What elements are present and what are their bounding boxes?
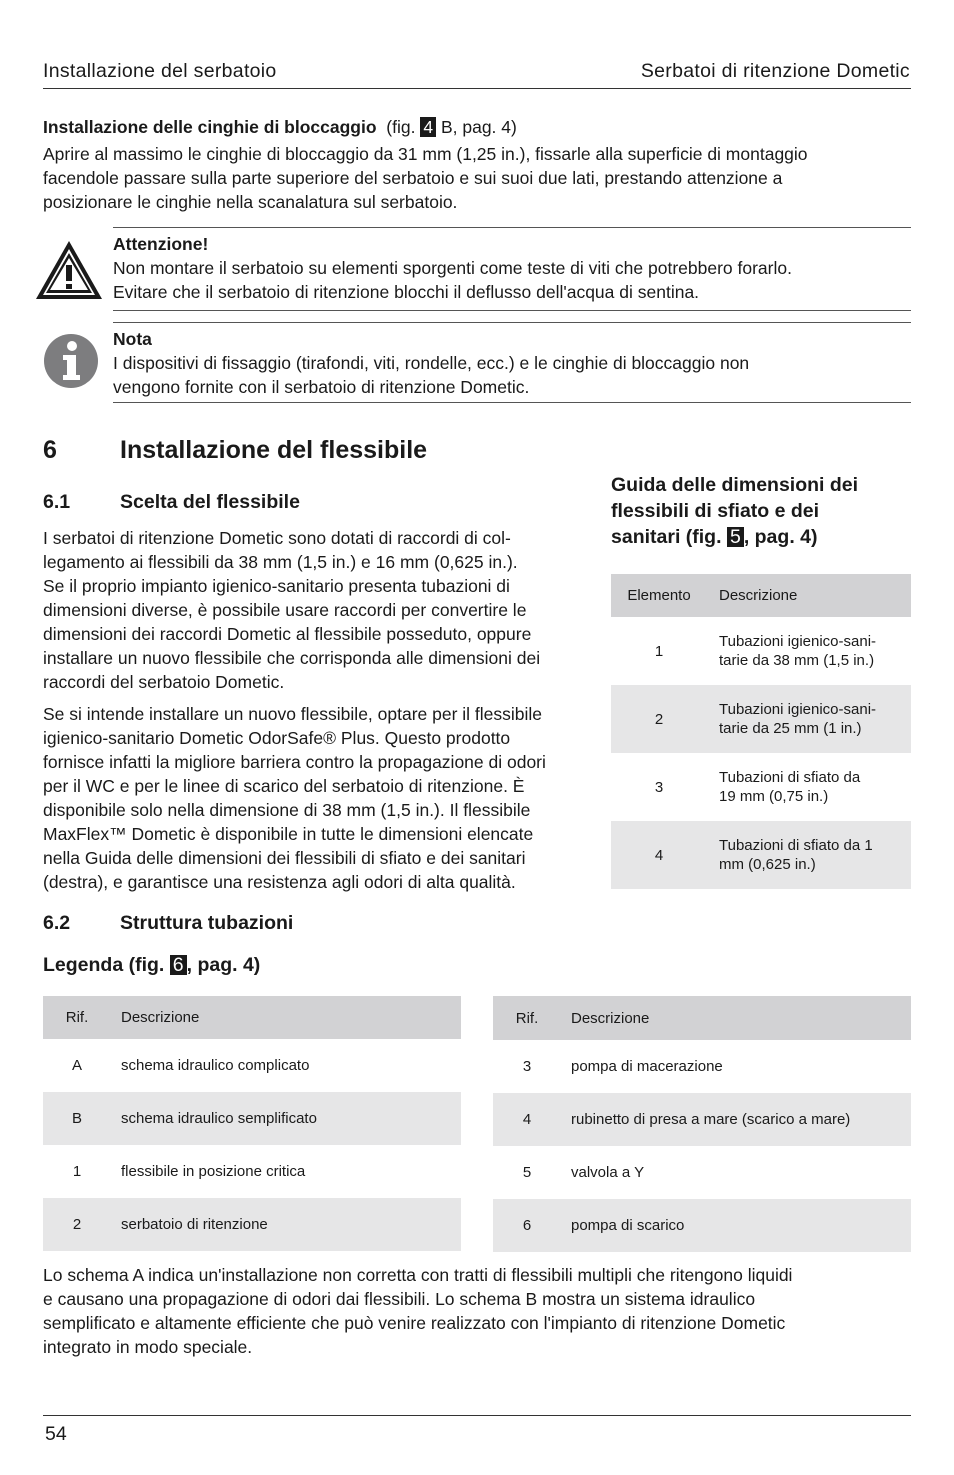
legend-col-desc: Descrizione bbox=[571, 1009, 650, 1027]
closing-line: Lo schema A indica un'installazione non corretta con tratti di flessibili multipli che ritengono liquidi bbox=[43, 1265, 793, 1285]
section-6-1-para2 bbox=[43, 702, 603, 894]
guide-desc bbox=[707, 821, 911, 889]
page-number: 54 bbox=[45, 1423, 67, 1445]
para-line: igienico-sanitario Dometic OdorSafe® Plus. Questo prodotto bbox=[43, 728, 511, 748]
guide-title-line-last bbox=[611, 524, 911, 550]
straps-paragraph bbox=[43, 142, 923, 214]
guide-title-suffix: , pag. 4) bbox=[743, 526, 818, 548]
para-line: per il WC e per le linee di scarico del serbatoio di ritenzione. È bbox=[43, 776, 525, 796]
guide-desc bbox=[707, 685, 911, 753]
guide-element: 4 bbox=[654, 846, 664, 864]
guide-table bbox=[611, 574, 911, 889]
table-row bbox=[611, 685, 911, 753]
legend-ref: 6 bbox=[522, 1217, 532, 1234]
warning-triangle-icon bbox=[34, 238, 104, 302]
guide-col-description: Descrizione bbox=[719, 587, 798, 604]
guide-desc-line: 19 mm (0,75 in.) bbox=[719, 788, 829, 805]
closing-line: semplificato e altamente efficiente che può venire realizzato con l'impianto di ritenzione Dometic bbox=[43, 1313, 786, 1333]
table-row bbox=[493, 1146, 911, 1199]
table-row bbox=[493, 1199, 911, 1252]
legend-desc: valvola a Y bbox=[571, 1164, 645, 1181]
guide-element: 3 bbox=[654, 778, 664, 796]
guide-desc bbox=[707, 617, 911, 685]
para-line: dimensioni dei raccordi Dometic al flessibile posseduto, oppure bbox=[43, 624, 532, 644]
legend-ref: 2 bbox=[72, 1216, 82, 1233]
section-6-1-para1 bbox=[43, 526, 603, 694]
table-row bbox=[611, 753, 911, 821]
straps-line: facendole passare sulla parte superiore del serbatoio e sui suoi due lati, prestando attenzione a bbox=[43, 168, 783, 188]
straps-title: Installazione delle cinghie di bloccaggio bbox=[43, 117, 377, 137]
para-line: Se il proprio impianto igienico-sanitario presenta tubazioni di bbox=[43, 576, 510, 596]
table-row bbox=[43, 1145, 461, 1198]
table-row bbox=[493, 1040, 911, 1093]
footer-rule bbox=[43, 1415, 911, 1416]
para-line: dimensioni diverse, è possibile usare raccordi per convertire le bbox=[43, 600, 527, 620]
straps-fig-suffix: B, pag. 4) bbox=[440, 117, 517, 137]
running-header-left: Installazione del serbatoio bbox=[43, 60, 277, 82]
legend-desc: schema idraulico semplificato bbox=[121, 1110, 317, 1127]
warning-title: Attenzione! bbox=[113, 234, 209, 254]
note-text bbox=[113, 327, 913, 399]
legend-table-right bbox=[493, 996, 911, 1252]
section-6-1-title: Scelta del flessibile bbox=[120, 491, 300, 513]
legend-ref: 1 bbox=[72, 1163, 82, 1180]
guide-desc-line: mm (0,625 in.) bbox=[719, 856, 816, 873]
guide-desc-line: Tubazioni di sfiato da bbox=[719, 769, 861, 786]
legend-desc: pompa di scarico bbox=[571, 1217, 685, 1234]
legend-desc: serbatoio di ritenzione bbox=[121, 1216, 268, 1233]
guide-desc-line: tarie da 25 mm (1 in.) bbox=[719, 720, 862, 737]
closing-paragraph bbox=[43, 1263, 923, 1359]
header-rule bbox=[43, 88, 911, 89]
para-line: (destra), e garantisce una resistenza agli odori di alta qualità. bbox=[43, 872, 516, 892]
para-line: Se si intende installare un nuovo flessibile, optare per il flessibile bbox=[43, 704, 543, 724]
legend-suffix: , pag. 4) bbox=[186, 954, 261, 976]
guide-col-element: Elemento bbox=[627, 587, 691, 604]
para-line: I serbatoi di ritenzione Dometic sono dotati di raccordi di col- bbox=[43, 528, 511, 548]
section-6-title: Installazione del flessibile bbox=[120, 436, 428, 464]
guide-desc-line: Tubazioni igienico-sani- bbox=[719, 701, 877, 718]
section-6-2-number: 6.2 bbox=[43, 912, 71, 934]
table-row bbox=[611, 617, 911, 685]
table-row bbox=[43, 1092, 461, 1145]
legend-desc: flessibile in posizione critica bbox=[121, 1163, 306, 1180]
legend-col-desc: Descrizione bbox=[121, 1009, 200, 1026]
note-line: vengono fornite con il serbatoio di ritenzione Dometic. bbox=[113, 377, 530, 397]
table-row bbox=[43, 1198, 461, 1251]
straps-fig-number: 4 bbox=[420, 117, 436, 137]
legend-ref: B bbox=[71, 1110, 82, 1127]
section-6-2-title: Struttura tubazioni bbox=[120, 912, 294, 934]
para-line: legamento ai flessibili da 38 mm (1,5 in.) e 16 mm (0,625 in.). bbox=[43, 552, 518, 572]
legend-col-ref: Rif. bbox=[515, 1009, 539, 1027]
legend-ref: 4 bbox=[522, 1111, 532, 1128]
para-line: MaxFlex™ Dometic è disponibile in tutte le dimensioni elencate bbox=[43, 824, 534, 844]
warning-bottom-rule bbox=[113, 310, 911, 311]
legend-heading bbox=[43, 954, 260, 977]
legend-desc: rubinetto di presa a mare (scarico a mare) bbox=[571, 1111, 851, 1128]
legend-desc: pompa di macerazione bbox=[571, 1058, 723, 1075]
section-6-number: 6 bbox=[43, 436, 57, 464]
warning-line: Non montare il serbatoio su elementi sporgenti come teste di viti che potrebbero forarlo. bbox=[113, 258, 792, 278]
table-row bbox=[493, 1093, 911, 1146]
guide-desc bbox=[707, 753, 911, 821]
note-line: I dispositivi di fissaggio (tirafondi, viti, rondelle, ecc.) e le cinghie di bloccaggio non bbox=[113, 353, 750, 373]
guide-element: 2 bbox=[654, 710, 664, 728]
running-header-right: Serbatoi di ritenzione Dometic bbox=[640, 60, 910, 82]
legend-prefix: Legenda (fig. bbox=[43, 954, 165, 976]
legend-ref: 3 bbox=[522, 1058, 532, 1075]
straps-line: posizionare le cinghie nella scanalatura sul serbatoio. bbox=[43, 192, 458, 212]
closing-line: integrato in modo speciale. bbox=[43, 1337, 253, 1357]
guide-title-line: Guida delle dimensioni dei bbox=[611, 474, 859, 496]
note-bottom-rule bbox=[113, 402, 911, 403]
note-top-rule bbox=[113, 322, 911, 323]
guide-title-line: flessibili di sfiato e dei bbox=[611, 500, 820, 522]
straps-heading bbox=[43, 115, 517, 139]
table-row bbox=[611, 821, 911, 889]
legend-desc: schema idraulico complicato bbox=[121, 1057, 310, 1074]
para-line: fornisce infatti la migliore barriera contro la propagazione di odori bbox=[43, 752, 546, 772]
para-line: disponibile solo nella dimensione di 38 mm (1,5 in.). Il flessibile bbox=[43, 800, 531, 820]
legend-col-ref: Rif. bbox=[65, 1009, 89, 1026]
info-icon bbox=[43, 333, 99, 389]
para-line: raccordi del serbatoio Dometic. bbox=[43, 672, 285, 692]
section-6-1-number: 6.1 bbox=[43, 491, 71, 513]
guide-table-header bbox=[611, 574, 911, 617]
warning-text bbox=[113, 232, 913, 304]
legend-left-header bbox=[43, 996, 461, 1039]
table-row bbox=[43, 1039, 461, 1092]
closing-line: e causano una propagazione di odori dai flessibili. Lo schema B mostra un sistema idraulico bbox=[43, 1289, 756, 1309]
straps-line: Aprire al massimo le cinghie di bloccaggio da 31 mm (1,25 in.), fissarle alla superficie di montaggio bbox=[43, 144, 808, 164]
guide-desc-line: tarie da 38 mm (1,5 in.) bbox=[719, 652, 875, 669]
legend-fig-number: 6 bbox=[170, 955, 187, 975]
warning-top-rule bbox=[113, 227, 911, 228]
legend-ref: 5 bbox=[522, 1164, 532, 1181]
guide-fig-number: 5 bbox=[727, 527, 744, 547]
guide-desc-line: Tubazioni di sfiato da 1 bbox=[719, 837, 873, 854]
guide-element: 1 bbox=[654, 642, 664, 660]
warning-line: Evitare che il serbatoio di ritenzione blocchi il deflusso dell'acqua di sentina. bbox=[113, 282, 700, 302]
para-line: installare un nuovo flessibile che corrisponda alle dimensioni dei bbox=[43, 648, 541, 668]
guide-desc-line: Tubazioni igienico-sani- bbox=[719, 633, 877, 650]
straps-fig-prefix: (fig. bbox=[386, 117, 416, 137]
guide-title-prefix: sanitari (fig. bbox=[611, 526, 722, 548]
legend-ref: A bbox=[71, 1057, 82, 1074]
legend-table-left bbox=[43, 996, 461, 1251]
note-title: Nota bbox=[113, 329, 152, 349]
guide-title bbox=[611, 472, 911, 550]
para-line: nella Guida delle dimensioni dei flessibili di sfiato e dei sanitari bbox=[43, 848, 526, 868]
legend-right-header bbox=[493, 996, 911, 1040]
